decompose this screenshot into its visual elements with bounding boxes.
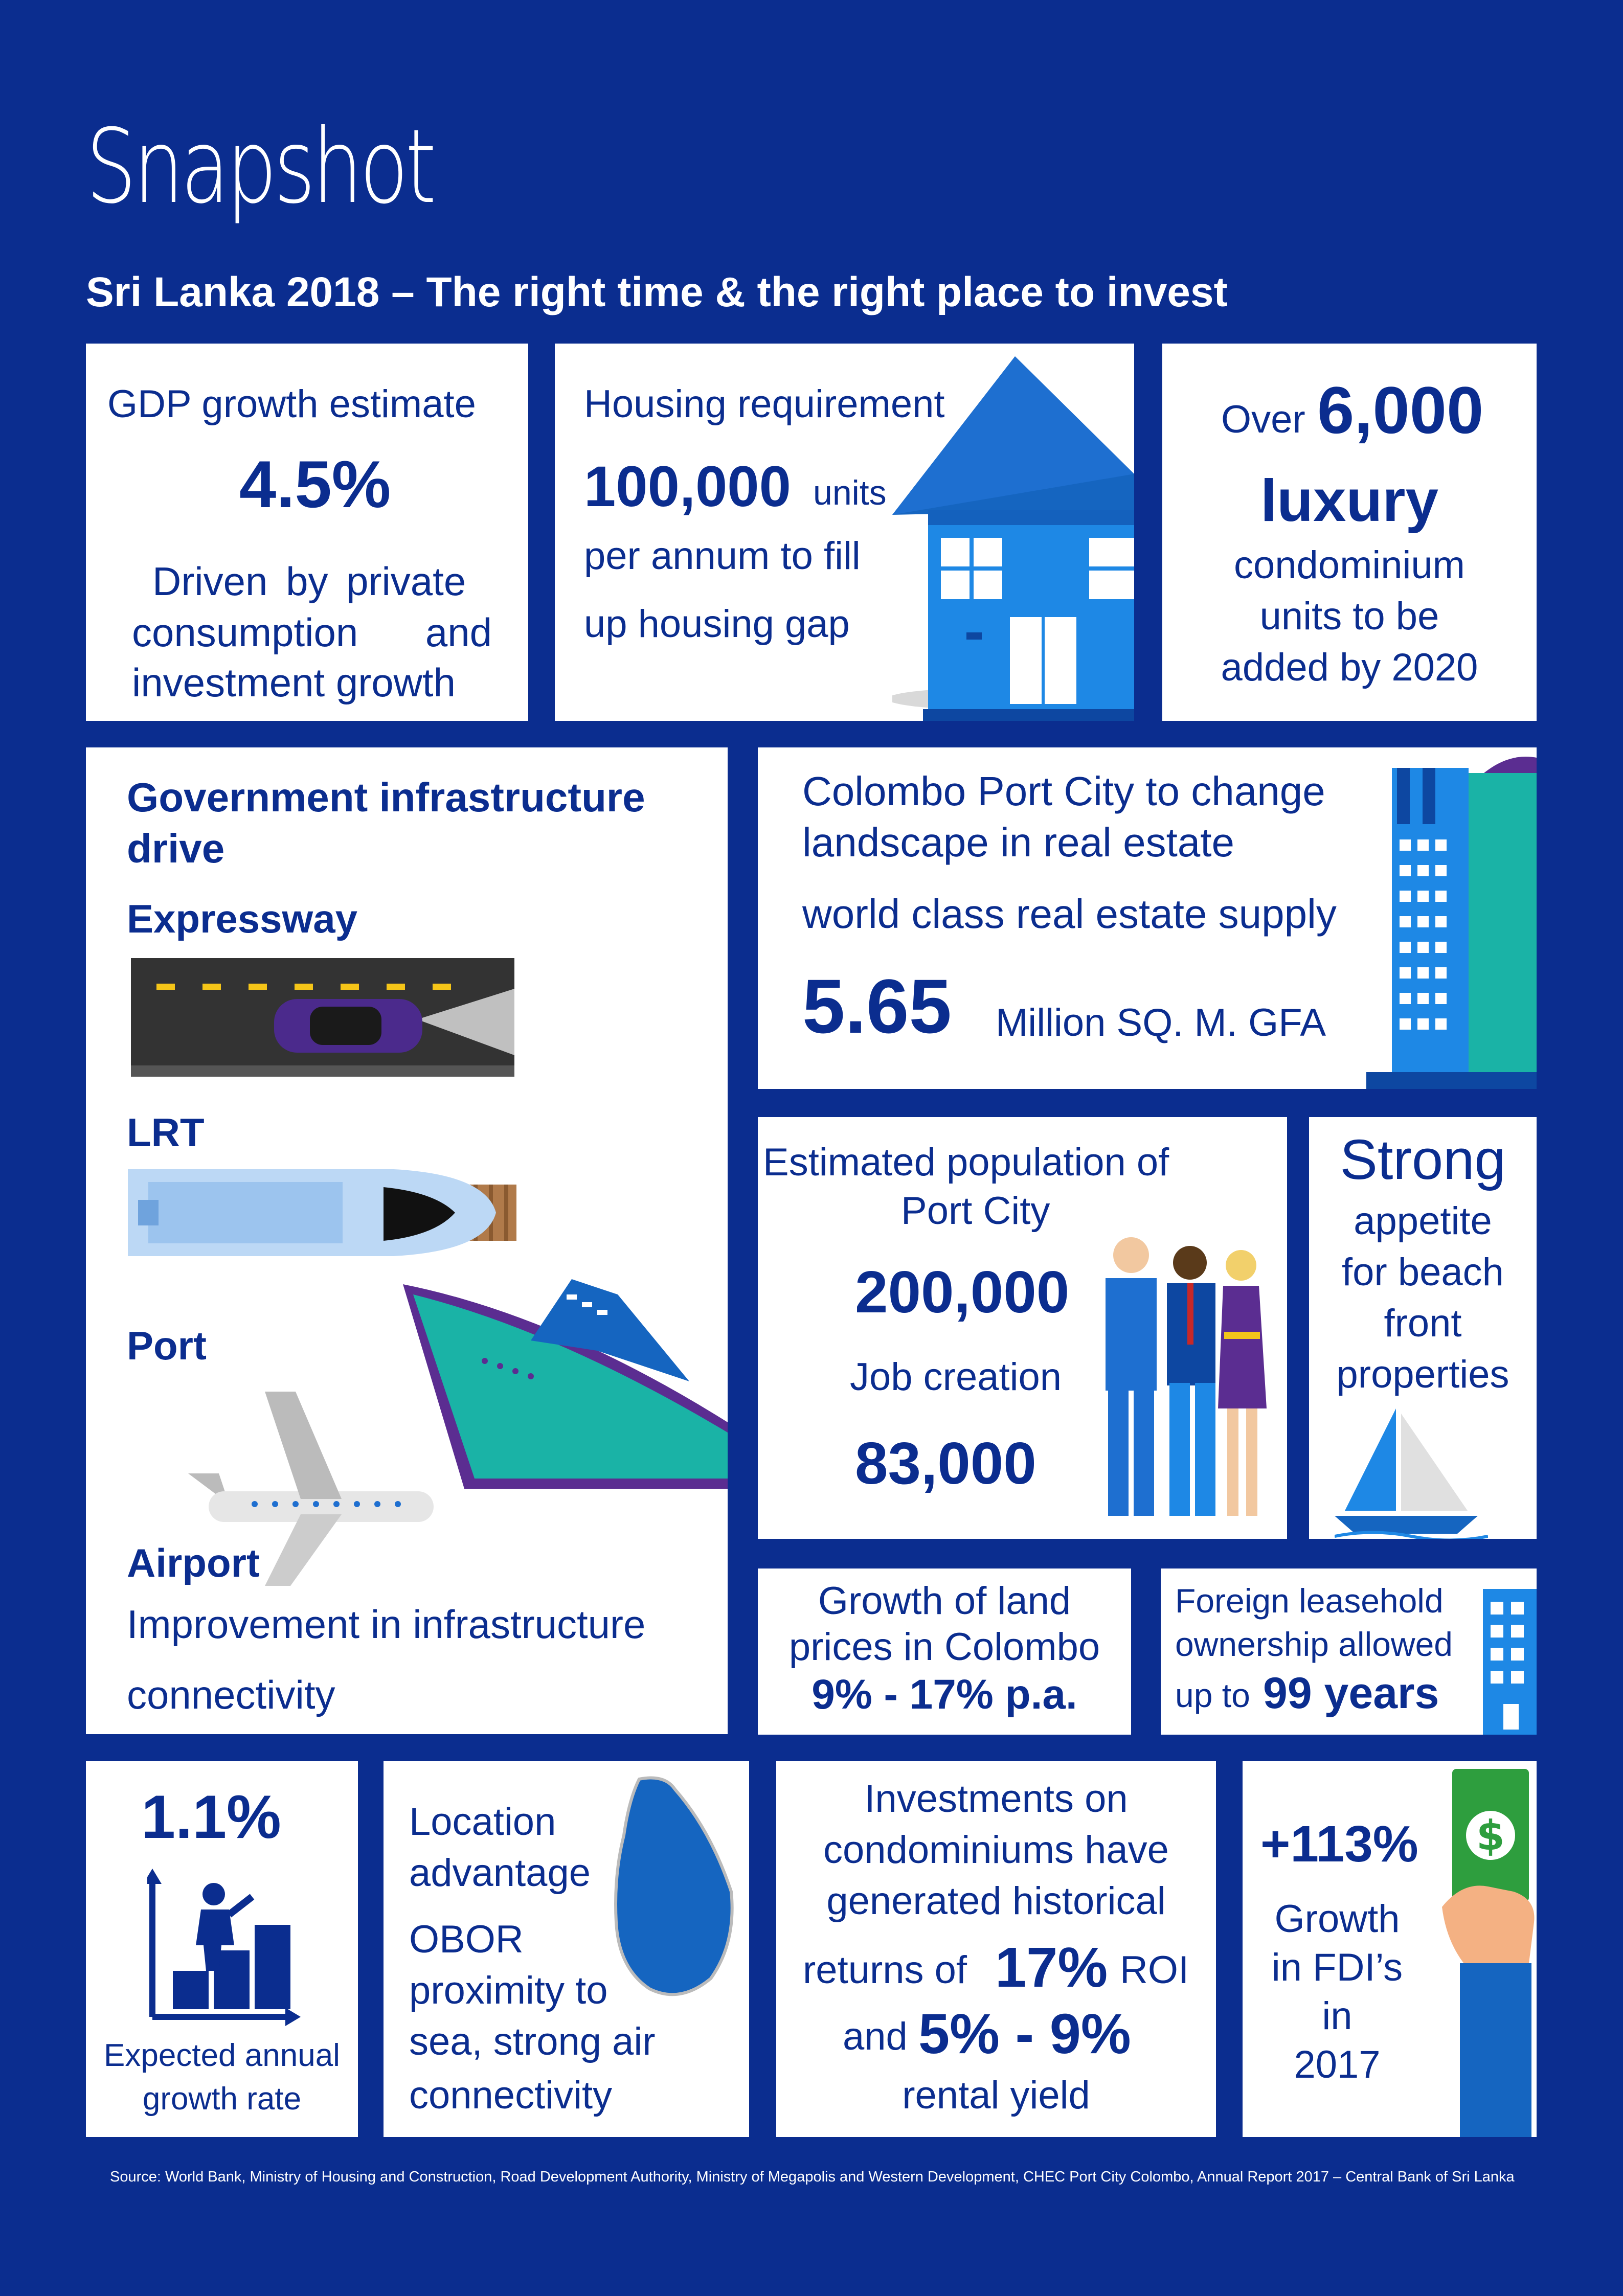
- portcity-value: 5.65: [802, 963, 952, 1049]
- luxury-value: 6,000: [1317, 373, 1484, 447]
- luxury-desc-1: condominium: [1234, 543, 1465, 587]
- portcity-unit: Million SQ. M. GFA: [996, 1001, 1326, 1044]
- growth-desc-2: growth rate: [142, 2081, 302, 2117]
- fdi-desc-2: in FDI’s: [1271, 1946, 1403, 1989]
- location-line-6: connectivity: [409, 2074, 613, 2117]
- beach-desc-1: appetite: [1354, 1199, 1492, 1243]
- population-value: 200,000: [855, 1259, 1070, 1325]
- fdi-card: [1243, 1761, 1537, 2137]
- lrt-label: LRT: [127, 1110, 205, 1155]
- beach-desc-4: properties: [1336, 1353, 1509, 1396]
- location-card: [384, 1761, 749, 2137]
- condo-line-5a: and: [843, 2015, 908, 2058]
- page-title: Snapshot: [86, 107, 434, 226]
- housing-desc-1: per annum to fill: [584, 534, 861, 578]
- location-line-5: sea, strong air: [409, 2020, 656, 2063]
- infrastructure-desc-2: connectivity: [127, 1672, 335, 1717]
- gdp-desc-2: consumption and: [132, 610, 492, 655]
- expressway-label: Expressway: [127, 896, 357, 941]
- fdi-desc-4: 2017: [1294, 2043, 1381, 2086]
- fdi-value: +113%: [1260, 1815, 1418, 1873]
- growth-card: [86, 1761, 358, 2137]
- beach-desc-3: front: [1384, 1302, 1462, 1345]
- land-line-1: Growth of land: [818, 1579, 1071, 1623]
- condo-roi-value: 17%: [995, 1936, 1108, 1999]
- luxury-desc-3: added by 2020: [1221, 646, 1478, 689]
- condo-card: [776, 1761, 1216, 2137]
- growth-desc-1: Expected annual: [104, 2038, 340, 2073]
- leasehold-card: [1161, 1568, 1537, 1735]
- beach-card: [1309, 1117, 1537, 1539]
- gdp-desc-1: Driven by private: [152, 559, 466, 604]
- housing-desc-2: up housing gap: [584, 602, 850, 646]
- land-value: 9% - 17% p.a.: [812, 1671, 1077, 1718]
- beach-heading: Strong: [1340, 1128, 1506, 1191]
- svg-text:$: $: [1476, 1812, 1505, 1859]
- job-label: Job creation: [850, 1355, 1062, 1399]
- condo-line-6: rental yield: [902, 2074, 1090, 2117]
- leasehold-value: 99 years: [1263, 1669, 1439, 1718]
- housing-unit: units: [813, 473, 887, 512]
- location-line-3: OBOR: [409, 1918, 524, 1961]
- portcity-line-2: landscape in real estate: [802, 820, 1234, 865]
- money-hand-icon: [1442, 1769, 1537, 2137]
- port-label: Port: [127, 1323, 207, 1368]
- house-icon: [892, 356, 1134, 721]
- population-label-1: Estimated population of: [763, 1141, 1169, 1184]
- population-card: [758, 1117, 1287, 1539]
- condo-line-1: Investments on: [864, 1777, 1128, 1821]
- infrastructure-card: [86, 747, 728, 1734]
- sailboat-icon: [1335, 1408, 1488, 1539]
- airport-label: Airport: [127, 1540, 260, 1585]
- building-icon: [1483, 1589, 1537, 1735]
- location-line-4: proximity to: [409, 1969, 608, 2012]
- luxury-card: [1162, 344, 1537, 721]
- housing-card: [555, 344, 1134, 721]
- land-line-2: prices in Colombo: [788, 1625, 1100, 1669]
- portcity-line-1: Colombo Port City to change: [802, 768, 1325, 814]
- condo-line-2: condominiums have: [823, 1828, 1169, 1872]
- housing-label: Housing requirement: [584, 382, 945, 426]
- luxury-highlight: luxury: [1260, 467, 1439, 534]
- source-footnote: Source: World Bank, Ministry of Housing and Construction, Road Development Authority, Ministry of Megapolis and Western Development, CHEC Port City Colombo, Annual Report 2017 – Central Bank of Sri Lanka: [110, 2169, 1515, 2185]
- location-line-1: Location: [409, 1800, 556, 1844]
- population-label-2: Port City: [901, 1189, 1050, 1233]
- portcity-card: [758, 747, 1537, 1089]
- housing-value: 100,000: [584, 454, 791, 518]
- job-value: 83,000: [855, 1430, 1036, 1496]
- leasehold-prefix: up to: [1175, 1676, 1250, 1714]
- gdp-desc-3: investment growth: [132, 660, 456, 705]
- leasehold-line-2: ownership allowed: [1175, 1625, 1453, 1663]
- gdp-label: GDP growth estimate: [107, 382, 476, 426]
- fdi-desc-3: in: [1322, 1994, 1352, 2038]
- sri-lanka-map-icon: [608, 1774, 741, 2004]
- fdi-desc-1: Growth: [1274, 1897, 1400, 1941]
- gdp-card: [86, 344, 528, 721]
- page-subtitle: Sri Lanka 2018 – The right time & the right place to invest: [86, 269, 1228, 315]
- skyscraper-icon: [1366, 753, 1537, 1089]
- location-line-2: advantage: [409, 1851, 591, 1895]
- gdp-value: 4.5%: [239, 447, 391, 521]
- lrt-train-icon: [128, 1164, 516, 1261]
- port-ship-icon: [403, 1274, 728, 1489]
- condo-line-4b: ROI: [1120, 1948, 1189, 1992]
- expressway-road-icon: [131, 958, 514, 1077]
- leasehold-line-1: Foreign leasehold: [1175, 1582, 1444, 1620]
- people-icon: [1095, 1235, 1279, 1521]
- land-card: [758, 1568, 1131, 1735]
- luxury-desc-2: units to be: [1259, 595, 1439, 638]
- growth-value: 1.1%: [141, 1783, 281, 1851]
- portcity-line-3: world class real estate supply: [802, 891, 1337, 937]
- infrastructure-heading-2: drive: [127, 826, 225, 871]
- luxury-prefix: Over: [1221, 398, 1305, 441]
- infrastructure-heading-1: Government infrastructure: [127, 775, 645, 820]
- infrastructure-desc-1: Improvement in infrastructure: [127, 1602, 646, 1647]
- condo-line-4a: returns of: [803, 1948, 967, 1992]
- condo-line-3: generated historical: [826, 1879, 1166, 1923]
- beach-desc-2: for beach: [1342, 1251, 1504, 1294]
- growth-chart-icon: [147, 1869, 301, 2027]
- condo-yield-value: 5% - 9%: [918, 2003, 1131, 2065]
